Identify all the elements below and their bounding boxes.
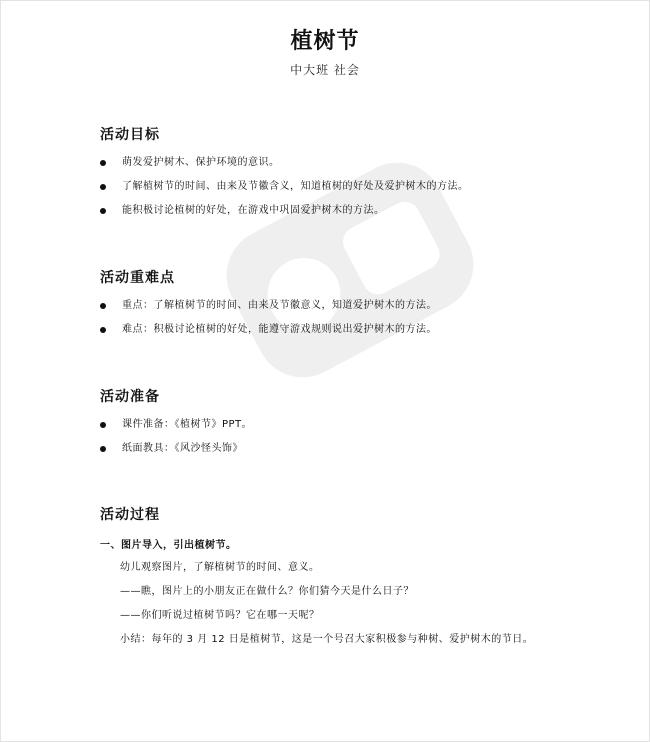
list-item-text: 能积极讨论植树的好处，在游戏中巩固爱护树木的方法。	[122, 205, 385, 216]
list-item	[100, 323, 620, 337]
paragraph: ——你们听说过植树节吗？它在哪一天呢？	[120, 610, 320, 621]
list-item	[100, 180, 620, 194]
list-item-text: 重点：了解植树节的时间、由来及节徽意义，知道爱护树木的方法。	[122, 300, 437, 311]
bullet-icon	[100, 208, 106, 214]
section-preparation	[100, 386, 620, 466]
section-heading: 活动重难点	[100, 270, 175, 286]
preparation-list	[100, 418, 620, 456]
document-title: 植树节	[290, 29, 360, 54]
list-item	[100, 204, 620, 218]
bullet-icon	[100, 327, 106, 333]
bullet-icon	[100, 160, 106, 166]
bullet-icon	[100, 184, 106, 190]
bullet-icon	[100, 446, 106, 452]
section-heading: 活动过程	[100, 507, 160, 523]
list-item-text: 纸面教具：《风沙怪头饰》	[122, 443, 243, 454]
list-item	[100, 156, 620, 170]
section-heading: 活动准备	[100, 389, 160, 405]
list-item-text: 课件准备：《植树节》PPT。	[122, 419, 253, 430]
section-process	[100, 504, 620, 657]
section-key-points	[100, 267, 620, 347]
list-item	[100, 442, 620, 456]
key-points-list	[100, 299, 620, 337]
section-heading: 活动目标	[100, 127, 160, 143]
paragraph: 小结：每年的 3 月 12 日是植树节，这是一个号召大家积极参与种树、爱护树木的节日。	[120, 634, 534, 645]
bullet-icon	[100, 303, 106, 309]
list-item	[100, 299, 620, 313]
list-item-text: 难点：积极讨论植树的好处，能遵守游戏规则说出爱护树木的方法。	[122, 324, 437, 335]
list-item	[100, 418, 620, 432]
bullet-icon	[100, 422, 106, 428]
section-goals	[100, 124, 620, 228]
goals-list	[100, 156, 620, 218]
list-item-text: 萌发爱护树木、保护环境的意识。	[122, 157, 280, 168]
document-subtitle: 中大班 社会	[290, 63, 360, 77]
paragraph: 幼儿观察图片，了解植树节的时间、意义。	[120, 562, 320, 573]
paragraph: ——瞧，图片上的小朋友正在做什么？你们猜今天是什么日子？	[120, 586, 414, 597]
list-item-text: 了解植树节的时间、由来及节徽含义，知道植树的好处及爱护树木的方法。	[122, 181, 469, 192]
step-heading: 一、图片导入，引出植树节。	[100, 540, 237, 551]
